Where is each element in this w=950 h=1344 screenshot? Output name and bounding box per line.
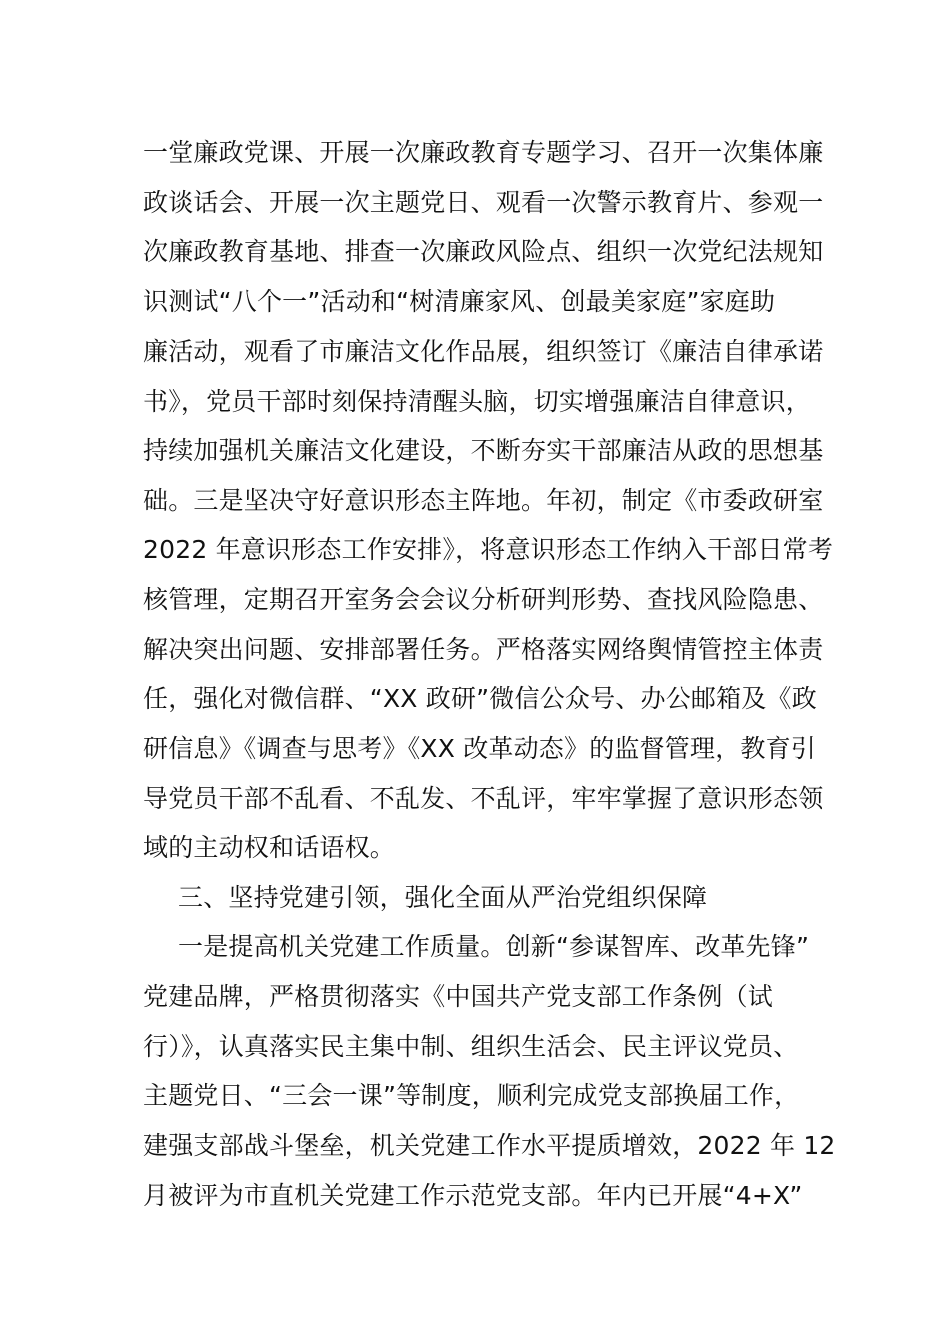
body-text-line: 行）》，认真落实民主集中制、组织生活会、民主评议党员、	[143, 1032, 799, 1061]
section-heading: 三、坚持党建引领，强化全面从严治党组织保障	[178, 883, 708, 912]
body-text-line: 月被评为市直机关党建工作示范党支部。年内已开展“4+X”	[143, 1181, 803, 1210]
body-text-line: 解决突出问题、安排部署任务。严格落实网络舆情管控主体责	[143, 635, 824, 664]
body-text-line: 础。三是坚决守好意识形态主阵地。年初，制定《市委政研室	[143, 486, 824, 515]
body-text-line: 书》，党员干部时刻保持清醒头脑，切实增强廉洁自律意识，	[143, 387, 811, 416]
body-text-line: 任，强化对微信群、“XX 政研”微信公众号、办公邮箱及《政	[143, 684, 817, 713]
body-text-line: 党建品牌，严格贯彻落实《中国共产党支部工作条例（试	[143, 982, 774, 1011]
paragraph-first-line: 一是提高机关党建工作质量。创新“参谋智库、改革先锋”	[178, 932, 810, 961]
body-text-line: 2022 年意识形态工作安排》，将意识形态工作纳入干部日常考	[143, 535, 834, 564]
body-text-line: 廉活动，观看了市廉洁文化作品展，组织签订《廉洁自律承诺	[143, 337, 824, 366]
body-text-line: 主题党日、“三会一课”等制度，顺利完成党支部换届工作，	[143, 1081, 800, 1110]
body-text-line: 域的主动权和话语权。	[143, 833, 396, 862]
body-text-line: 政谈话会、开展一次主题党日、观看一次警示教育片、参观一	[143, 188, 824, 217]
body-text-line: 次廉政教育基地、排查一次廉政风险点、组织一次党纪法规知	[143, 237, 824, 266]
body-text-line: 核管理，定期召开室务会会议分析研判形势、查找风险隐患、	[143, 585, 824, 614]
body-text-line: 一堂廉政党课、开展一次廉政教育专题学习、召开一次集体廉	[143, 138, 824, 167]
body-text-line: 研信息》《调查与思考》《XX 改革动态》的监督管理，教育引	[143, 734, 817, 763]
body-text-line: 识测试“八个一”活动和“树清廉家风、创最美家庭”家庭助	[143, 287, 776, 316]
body-text-line: 持续加强机关廉洁文化建设，不断夯实干部廉洁从政的思想基	[143, 436, 824, 465]
body-text-line: 导党员干部不乱看、不乱发、不乱评，牢牢掌握了意识形态领	[143, 784, 824, 813]
body-text-line: 建强支部战斗堡垒，机关党建工作水平提质增效，2022 年 12	[143, 1131, 836, 1160]
